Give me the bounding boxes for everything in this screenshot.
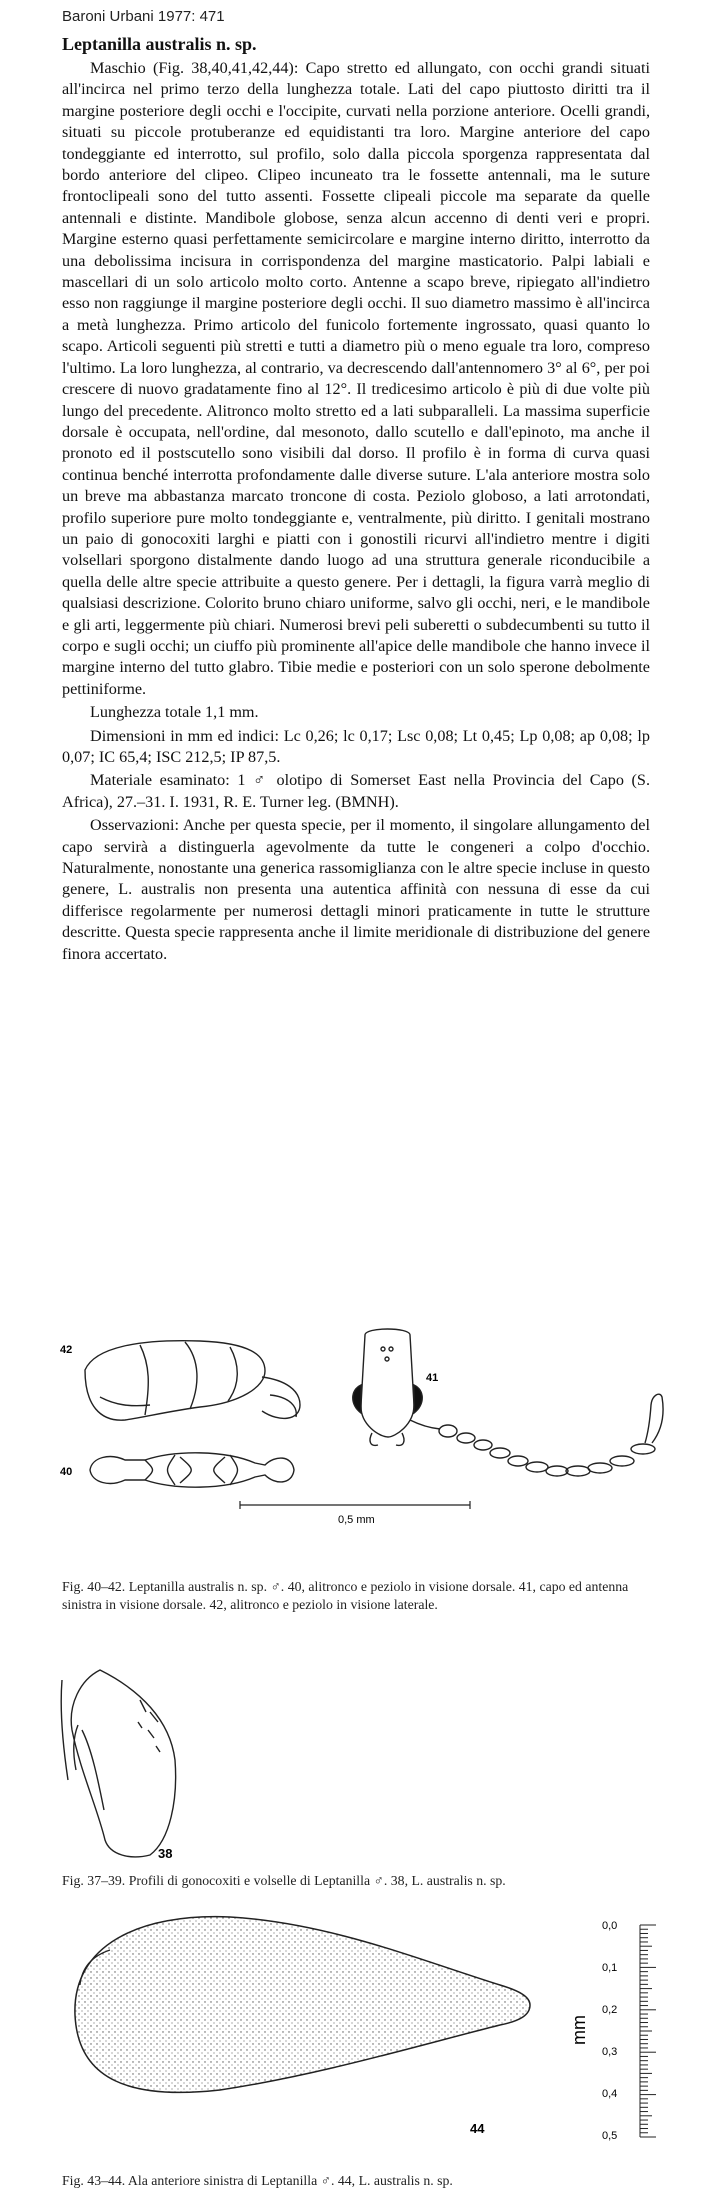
mm-scale — [640, 1925, 656, 2137]
label-fig42: 42 — [60, 1344, 73, 1356]
paragraph-observations: Osservazioni: Anche per questa specie, per il momento, il singolare allungamento del capo servirà a distinguerla agevolmente da tutte le congeneri a colpo d'occhio. Naturalmente, nonostante una generica rassomiglianza con le altre specie incluse in questo genere, L. australis non presenta una autentica affinità con nessuna di esse da cui differisce regolarmente per numerosi dettagli minori praticamente in tutte le strutture descritte. Questa specie rappresenta anche il limite meridionale di distribuzione del genere finora accertato. — [62, 816, 650, 963]
head-antenna-drawing — [353, 1329, 663, 1476]
label-fig38: 38 — [158, 1846, 173, 1861]
description-text — [62, 58, 650, 965]
scale-tick-5: 0,5 — [602, 2130, 618, 2142]
running-header: Baroni Urbani 1977: 471 — [62, 8, 225, 25]
caption-fig43-44: Fig. 43–44. Ala anteriore sinistra di Leptanilla ♂. 44, L. australis n. sp. — [62, 2173, 453, 2188]
scale-tick-4: 0,4 — [602, 2088, 618, 2100]
alitrunk-dorsal-drawing — [90, 1453, 294, 1487]
alitrunk-lateral-drawing — [85, 1341, 300, 1420]
label-fig44: 44 — [470, 2121, 485, 2136]
scale-tick-0: 0,0 — [602, 1920, 618, 1932]
scale-bar-label: 0,5 mm — [338, 1514, 375, 1526]
scale-tick-3: 0,3 — [602, 2046, 618, 2058]
paragraph-length: Lunghezza totale 1,1 mm. — [90, 703, 259, 722]
scale-tick-2: 0,2 — [602, 2004, 618, 2016]
figure-40-42 — [0, 1325, 708, 1575]
label-fig40: 40 — [60, 1466, 73, 1478]
scale-bar — [240, 1501, 470, 1509]
fore-wing-drawing — [75, 1917, 530, 2093]
scale-unit-label: mm — [569, 2015, 589, 2045]
label-fig41: 41 — [426, 1372, 439, 1384]
gonocoxite-drawing — [61, 1670, 175, 1857]
species-title: Leptanilla australis n. sp. — [62, 34, 257, 54]
figure-38 — [0, 1660, 708, 1870]
paragraph-description: Maschio (Fig. 38,40,41,42,44): Capo stretto ed allungato, con occhi grandi situati all'incirca nel primo terzo della lunghezza totale. Lati del capo piuttosto diritti tra il margine posteriore degli occhi e l'occipite, curvati nella porzione anteriore. Ocelli grandi, situati su piccole protuberanze ed equidistanti tra loro. Margine anteriore del capo tondeggiante ed interrotto, sul profilo, solo dalla piccola sporgenza rappresentata dal bordo anteriore del clipeo. Clipeo incuneato tra le fossette antennali, ma le suture frontoclipeali sono del tutto assenti. Fossette clipeali piccole ma separate da quelle antennali e distinte. Mandibole globose, senza alcun accenno di denti veri e propri. Margine esterno quasi perfettamente semicircolare e margine interno diritto, interrotto da una debolissima incisura in corrispondenza del margine masticatorio. Palpi labiali e mascellari di un solo articolo molto corto. Antenne a scapo breve, ripiegato all'indietro esso non raggiunge il margine posteriore degli occhi. Il suo diametro massimo è all'incirca a metà lunghezza. Primo articolo del funicolo fortemente ingrossato, quasi quanto lo scapo. Articoli seguenti più stretti e tutti a diametro più o meno eguale tra loro, compreso l'ultimo. La loro lunghezza, al contrario, va decrescendo dall'antennomero 3° al 6°, per poi crescere di nuovo gradatamente fino al 12°. Il tredicesimo articolo è più di due volte più lungo del precedente. Alitronco molto stretto ed a lati subparalleli. La massima superficie dorsale è occupata, nell'ordine, dal mesonoto, dallo scutello e dall'epinoto, ma anche il pronoto ed il postscutello sono visibili dal dorso. Il profilo è in forma di curva quasi continua benché interrotta profondamente dalle diverse suture. L'ala anteriore mostra solo un breve ma abbastanza marcato troncone di costa. Peziolo globoso, a lati arrotondati, profilo superiore pure molto tondeggiante e, ventralmente, più diritto. I genitali mostrano un paio di gonocoxiti larghi e piatti con i gonostili ricurvi all'indietro mentre i digiti volsellari sporgono distalmente dando luogo ad una struttura generale riconducibile a quella delle altre specie attribuite a questo genere. Per i dettagli, la figura varrà meglio di qualsiasi descrizione. Colorito bruno chiaro uniforme, salvo gli occhi, neri, e le mandibole e gli arti, leggermente più chiari. Numerosi brevi peli suberetti o subdecumbenti su tutto il corpo e sugli occhi; un ciuffo più prominente all'apice delle mandibole che hanno invece il margine interno del tutto glabro. Tibie medie e posteriori con un solo sperone debolmente pettiniforme. — [62, 59, 650, 698]
paragraph-dimensions: Dimensioni in mm ed indici: Lc 0,26; lc 0,17; Lsc 0,08; Lt 0,45; Lp 0,08; ap 0,08; lp 0,07; IC 65,4; ISC 212,5; IP 87,5. — [62, 726, 650, 766]
figure-44 — [0, 1905, 708, 2175]
caption-fig40-42: Fig. 40–42. Leptanilla australis n. sp. ♂. 40, alitronco e peziolo in visione dorsale. 41, capo ed antenna sinistra in visione dorsale. 42, alitronco e peziolo in visione laterale. — [62, 1579, 629, 1612]
scale-tick-1: 0,1 — [602, 1962, 618, 1974]
caption-fig37-39: Fig. 37–39. Profili di gonocoxiti e volselle di Leptanilla ♂. 38, L. australis n. sp. — [62, 1873, 506, 1888]
paragraph-material: Materiale esaminato: 1 ♂ olotipo di Somerset East nella Provincia del Capo (S. Africa), 27.–31. I. 1931, R. E. Turner leg. (BMNH). — [62, 771, 650, 811]
